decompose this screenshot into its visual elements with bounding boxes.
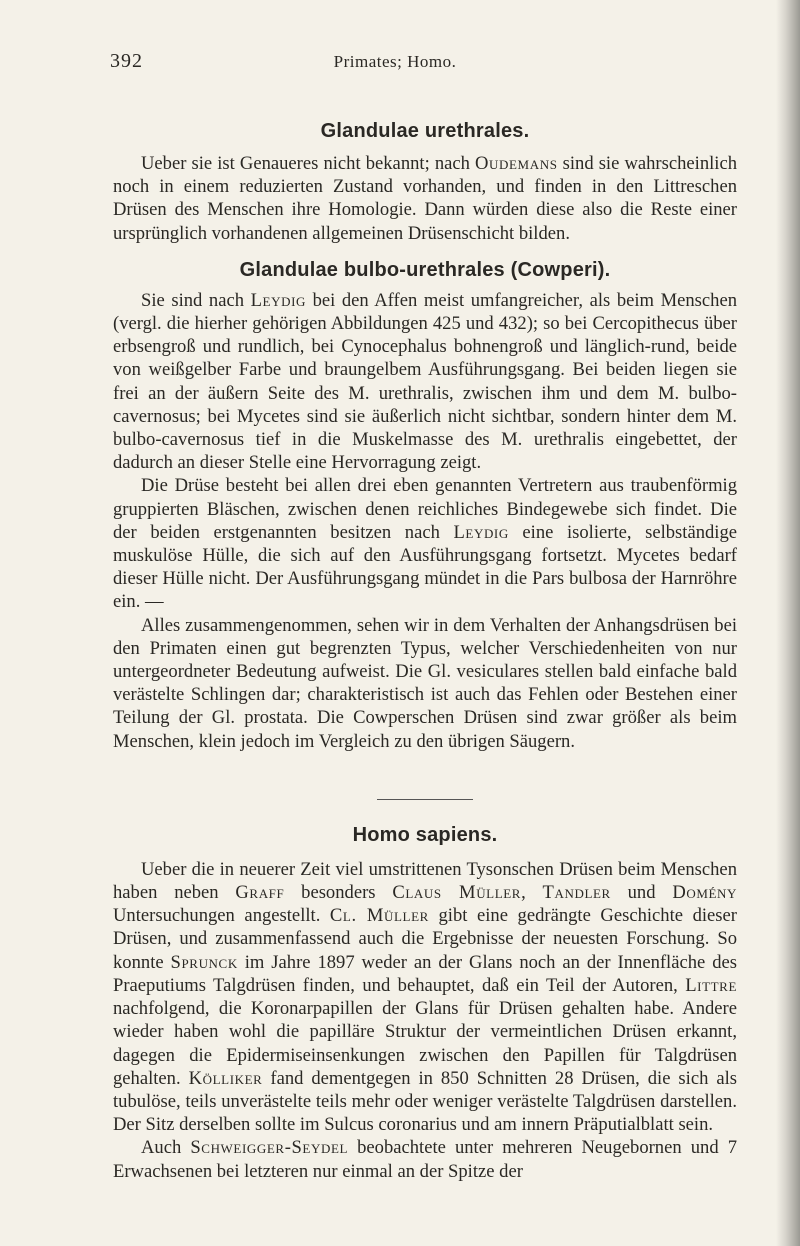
text-run: sind sie wahrscheinlich noch in einem reduzierten Zustand vorhanden, und finden in den Littreschen Drüsen des Menschen ihre Homologie. Dann würden diese also die Reste einer ursprünglich vorhandenen allgemeinen Drüsenschicht bilden. <box>113 153 737 244</box>
page-header <box>0 50 790 86</box>
author-name: Littre <box>685 974 737 996</box>
text-run: bei den Affen meist umfangreicher, als beim Menschen (vergl. die hierher gehörigen Abbildungen 425 und 432); so bei Cercopithecus über erbsengroß und rundlich, bei Cynocephalus bohnengroß und länglich-rund, beide von weißgelber Farbe und braungelbem Ausführungsgang. Bei beiden liegen sie frei an der äußern Seite des M. urethralis, zwischen ihm und dem M. bulbo-cavernosus; bei Mycetes sind sie äußerlich nicht sichtbar, sondern hinter dem M. bulbo-cavernosus tief in die Muskelmasse des M. urethralis eingebettet, der dadurch an dieser Stelle eine Hervorragung zeigt. <box>113 289 737 474</box>
author-name: Cl. Müller <box>329 905 429 927</box>
text-run: Die Drüse besteht bei allen drei eben genannten Vertretern aus traubenförmig gruppierten Bläschen, zwischen denen reichliches Bindegewebe sich findet. Die der beiden erstgenannten besitzen nach <box>113 475 737 543</box>
author-name: Oudemans <box>475 153 558 174</box>
author-name: Leydig <box>250 289 306 311</box>
page-edge-shadow <box>776 0 800 1246</box>
author-name: Leydig <box>453 521 509 543</box>
running-title: Primates; Homo. <box>333 52 457 71</box>
text-run: nachfolgend, die Koronarpapillen der Glans für Drüsen gehalten habe. Andere wieder haben wohl die papilläre Struktur der vermeintlichen Drüsen erkannt, dagegen die Epidermiseinsenkungen zwischen den Papillen für Talgdrüsen gehalten. <box>113 998 737 1089</box>
text-run: Sie sind nach <box>141 289 251 311</box>
paragraph <box>113 614 737 753</box>
author-name: Graff <box>235 882 285 904</box>
text-run: Auch <box>141 1137 191 1159</box>
text-run: und <box>610 882 673 904</box>
page-body <box>113 98 737 1183</box>
page-number: 392 <box>110 50 143 72</box>
section-heading: Glandulae bulbo-urethrales (Cowperi). <box>239 258 611 281</box>
text-run: fand dementgegen in 850 Schnitten 28 Drüsen, die sich als tubulöse, teils unverästelte teils mehr oder weniger verästelte Talgdrüsen darstellen. Der Sitz derselben sollte im Sulcus coronarius und am innern Präputialblatt sein. <box>113 1067 737 1136</box>
text-run: Ueber sie ist Genaueres nicht bekannt; nach <box>141 153 476 174</box>
text-run: , <box>521 882 543 904</box>
text-run: Ueber die in neuerer Zeit viel umstrittenen Tysonschen Drüsen beim Menschen haben neben <box>113 858 737 904</box>
section-heading: Glandulae urethrales. <box>320 120 530 142</box>
text-run: beobachtete unter mehreren Neugebornen und 7 Erwachsenen bei letzteren nur einmal an der Spitze der <box>113 1137 737 1182</box>
paragraph <box>113 474 737 613</box>
section-heading: Homo sapiens. <box>352 823 498 846</box>
author-name: Kölliker <box>188 1067 263 1089</box>
author-name: Sprunck <box>170 951 238 973</box>
paragraph <box>113 858 737 1136</box>
text-run: besonders <box>284 882 393 904</box>
section-divider <box>377 799 473 800</box>
author-name: Schweigger-Seydel <box>190 1137 349 1159</box>
text-run: eine isolierte, selbständige muskulöse Hülle, die sich auf den Ausführungsgang fortsetzt. Mycetes bedarf dieser Hülle nicht. Der Ausführungsgang mündet in die Pars bulbosa der Harnröhre ein. — <box>113 521 738 613</box>
author-name: Domény <box>672 882 738 904</box>
paragraph <box>113 289 737 475</box>
paragraph <box>113 152 737 245</box>
paragraph <box>113 1136 737 1182</box>
text-run: Untersuchungen angestellt. <box>113 905 330 927</box>
text-run: im Jahre 1897 weder an der Glans noch an der Innenfläche des Praeputiums Talgdrüsen finden, und behauptet, daß ein Teil der Autoren, <box>113 951 737 996</box>
text-run: gibt eine gedrängte Geschichte dieser Drüsen, und zusammenfassend auch die Ergebnisse der neuesten Forschung. So konnte <box>113 905 737 973</box>
author-name: Tandler <box>542 882 611 904</box>
text-run: Alles zusammengenommen, sehen wir in dem Verhalten der Anhangsdrüsen bei den Primaten einen gut begrenzten Typus, welcher Verschiedenheiten von nur untergeordneter Bedeutung aufweist. Die Gl. vesiculares stellen bald einfache bald verästelte Schlingen dar; charakteristisch ist auch das Fehlen oder Bestehen einer Teilung der Gl. prostata. Die Cowperschen Drüsen sind zwar größer als beim Menschen, klein jedoch im Vergleich zu den übrigen Säugern. <box>113 614 737 752</box>
author-name: Claus Müller <box>392 882 522 904</box>
